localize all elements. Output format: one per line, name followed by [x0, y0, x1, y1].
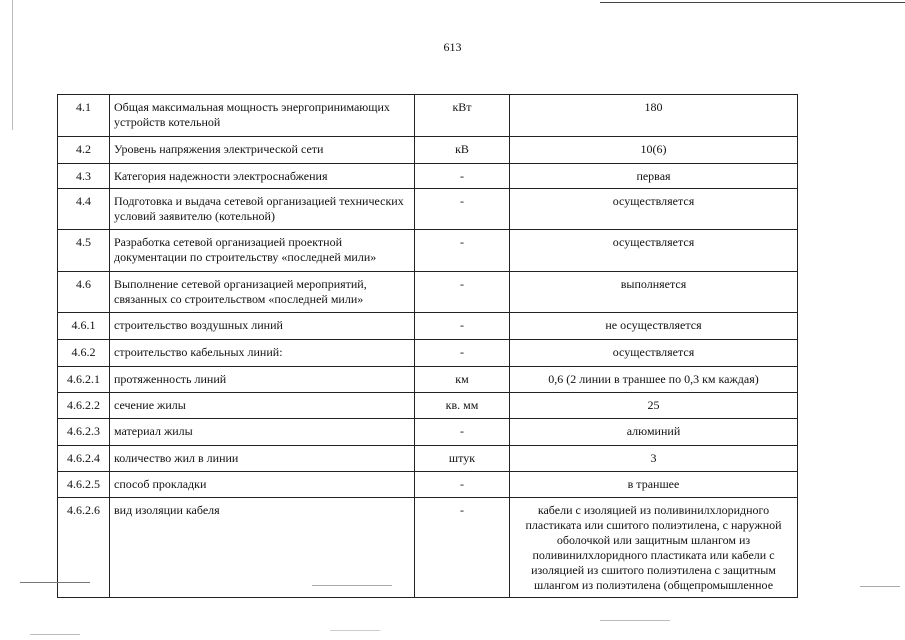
table-row: [58, 230, 798, 272]
row-number: 4.6.2: [58, 340, 110, 367]
table-row: [58, 472, 798, 498]
row-number: 4.6.2.4: [58, 446, 110, 472]
row-description: способ прокладки: [110, 472, 415, 498]
scan-artifact: [12, 0, 13, 130]
row-unit: кВ: [415, 137, 510, 164]
row-unit: -: [415, 419, 510, 446]
table-row: [58, 393, 798, 419]
scan-artifact: [20, 582, 90, 583]
row-unit: -: [415, 340, 510, 367]
row-value: алюминий: [510, 419, 798, 446]
row-value: в траншее: [510, 472, 798, 498]
row-unit: -: [415, 498, 510, 598]
row-description: Общая максимальная мощность энергопринимающих устройств котельной: [110, 95, 415, 137]
row-number: 4.2: [58, 137, 110, 164]
row-unit: -: [415, 189, 510, 230]
scan-artifact: [860, 586, 900, 587]
row-value: 10(6): [510, 137, 798, 164]
table-row: [58, 164, 798, 189]
row-value: 3: [510, 446, 798, 472]
table-row: [58, 272, 798, 313]
row-value: выполняется: [510, 272, 798, 313]
row-value: 25: [510, 393, 798, 419]
row-value: 0,6 (2 линии в траншее по 0,3 км каждая): [510, 367, 798, 393]
row-description: вид изоляции кабеля: [110, 498, 415, 598]
table-row: [58, 367, 798, 393]
row-unit: -: [415, 313, 510, 340]
row-value: не осуществляется: [510, 313, 798, 340]
row-unit: кв. мм: [415, 393, 510, 419]
page-number: 613: [443, 40, 462, 54]
table-row: [58, 137, 798, 164]
scan-artifact: [600, 620, 670, 621]
row-unit: -: [415, 472, 510, 498]
scan-artifact: [330, 630, 380, 631]
row-number: 4.6.2.6: [58, 498, 110, 598]
row-value: первая: [510, 164, 798, 189]
row-unit: -: [415, 164, 510, 189]
row-number: 4.6.2.2: [58, 393, 110, 419]
row-number: 4.1: [58, 95, 110, 137]
table-row: [58, 446, 798, 472]
row-number: 4.6.1: [58, 313, 110, 340]
row-description: Категория надежности электроснабжения: [110, 164, 415, 189]
row-description: Подготовка и выдача сетевой организацией технических условий заявителю (котельной): [110, 189, 415, 230]
row-value: 180: [510, 95, 798, 137]
row-description: Разработка сетевой организацией проектной документации по строительству «последней мили»: [110, 230, 415, 272]
row-value: кабели с изоляцией из поливинилхлоридного пластиката или сшитого полиэтилена, с наружной оболочкой или защитным шлангом из поливинилхлоридного пластиката или кабели с изоляцией из сшитого полиэтилена с защитным шлангом из полиэтилена (общепромышленное: [510, 498, 798, 598]
row-number: 4.6.2.1: [58, 367, 110, 393]
table-row: [58, 189, 798, 230]
row-description: строительство воздушных линий: [110, 313, 415, 340]
row-number: 4.4: [58, 189, 110, 230]
row-unit: км: [415, 367, 510, 393]
scan-artifact: [30, 634, 80, 635]
row-description: материал жилы: [110, 419, 415, 446]
row-value: осуществляется: [510, 340, 798, 367]
row-description: строительство кабельных линий:: [110, 340, 415, 367]
table-row: [58, 313, 798, 340]
row-unit: -: [415, 230, 510, 272]
table-row: [58, 419, 798, 446]
specification-table: [57, 94, 798, 598]
row-description: сечение жилы: [110, 393, 415, 419]
scan-artifact: [600, 2, 905, 3]
row-unit: -: [415, 272, 510, 313]
table-row: [58, 95, 798, 137]
row-value: осуществляется: [510, 230, 798, 272]
table-row: [58, 340, 798, 367]
row-number: 4.6.2.5: [58, 472, 110, 498]
row-description: Уровень напряжения электрической сети: [110, 137, 415, 164]
row-description: количество жил в линии: [110, 446, 415, 472]
row-value: осуществляется: [510, 189, 798, 230]
row-unit: кВт: [415, 95, 510, 137]
row-number: 4.6.2.3: [58, 419, 110, 446]
row-number: 4.5: [58, 230, 110, 272]
row-description: протяженность линий: [110, 367, 415, 393]
table-row: [58, 498, 798, 598]
scan-artifact: [312, 585, 392, 586]
row-number: 4.3: [58, 164, 110, 189]
row-number: 4.6: [58, 272, 110, 313]
row-unit: штук: [415, 446, 510, 472]
row-description: Выполнение сетевой организацией мероприятий, связанных со строительством «последней мили»: [110, 272, 415, 313]
